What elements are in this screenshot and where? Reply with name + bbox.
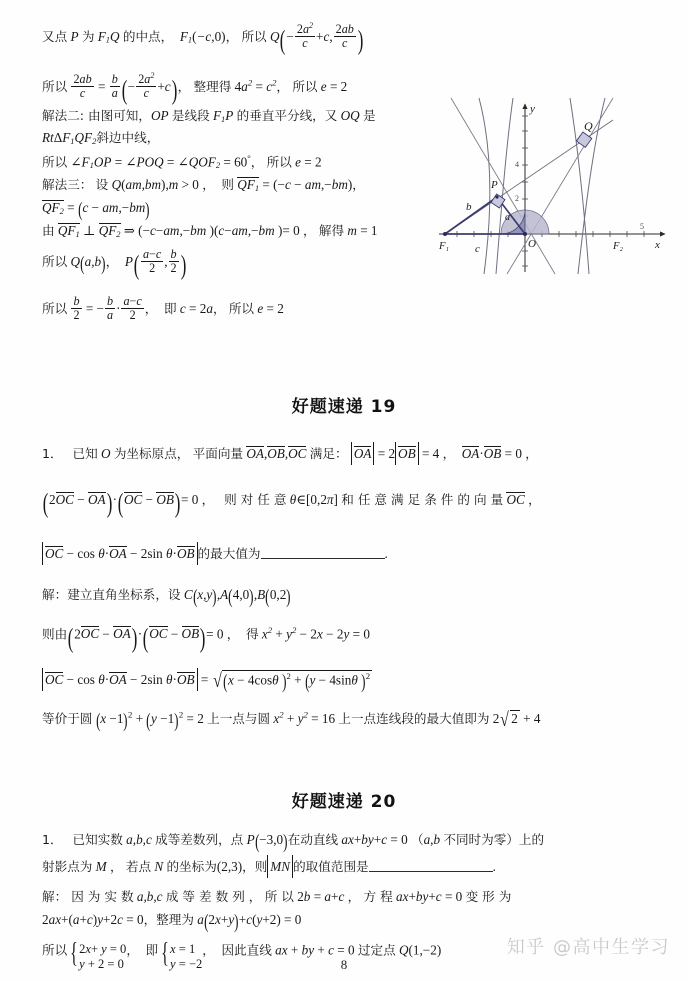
problem-20-number: 1．	[42, 832, 63, 847]
problem-19-line-1: 1． 已知 O 为坐标原点， 平面向量 OA,OB,OC 满足： OA = 2 OB = 4 ， OA·OB = 0 ，	[42, 442, 538, 465]
asymptote-1	[451, 98, 555, 274]
solution-19-line-3: OC − cos θ·OA − 2sin θ·OB = √ (x − 4cosθ )$^2$ + (y − 4sinθ )$^2$	[42, 668, 372, 692]
solution-line-7: $QF_2 = (c - am,-bm)$	[42, 199, 150, 222]
problem-19-number: 1．	[42, 446, 63, 461]
solution-19-line-2: 则由(2OC − OA)·(OC − OB)= 0 ， 得 $x^2 + y^2 - 2x - 2y = 0$	[42, 622, 370, 653]
solution-20-line-3: 所以 { 2x+ y = 0 y + 2 = 0 ， 即 { x = 1 y = −2 ， 因此直线 ax + by + c = 0 过定点 Q(1,−2)	[42, 936, 442, 972]
ytick-4: 4	[515, 160, 519, 169]
point-o	[523, 232, 527, 236]
curve-left-inner	[496, 98, 513, 274]
solution-line-6: 解法三： 设 Q(am,bm),m > 0 ， 则 $QF_1 = (-c - am,-bm)$，	[42, 177, 365, 193]
label-c: c	[475, 243, 480, 255]
answer-blank-20[interactable]	[369, 859, 493, 872]
solution-line-1: 又点 P 为 $F_1Q$ 的中点， $F_1(-c,0)$， 所以 Q(− $\frac{2a^2}{c}$ +c, $\frac{2ab}{c}$ )	[42, 21, 364, 55]
solution-20-line-1: 解： 因 为 实 数 a,b,c 成 等 差 数 列 ， 所 以 2b = a+c ， 方 程 ax+by+c = 0 变 形 为	[42, 889, 512, 904]
solution-19-line-4: 等价于圆 $(x -1)^2 + (y -1)^2 = 2$ 上一点与圆 $x^2 + y^2 = 16$ 上一点连线段的最大值即为 2√ 2 + 4	[42, 709, 541, 733]
solution-line-5: 所以 $\angle F_1OP$ = ∠POQ = $\angle QOF_2 = 60^\circ$， 所以 e = 2	[42, 153, 322, 171]
curve-left-outer	[479, 98, 490, 274]
solution-line-3: 解法二: 由图可知，OP 是线段 $F_1P$ 的垂直平分线，又 OQ 是	[42, 108, 376, 124]
label-y-axis: y	[530, 103, 535, 115]
solution-line-8: 由 $QF_1$ ⊥ $QF_2$ ⇒ (−c−am,−bm )(c−am,−bm )= 0 ， 解得 m = 1	[42, 223, 378, 239]
problem-20-line-2: 射影点为 M ， 若点 N 的坐标为(2,3)，则 MN 的取值范围是 .	[42, 855, 496, 878]
problem-20-line-1: 1． 已知实数 a,b,c 成等差数列，点 P(−3,0)在动直线 ax+by+c = 0 （a,b 不同时为零）上的	[42, 831, 545, 854]
label-p: P	[491, 179, 498, 191]
page-number: 8	[340, 957, 348, 972]
label-x-axis: x	[655, 239, 660, 251]
solution-line-9: 所以 Q(a,b)， P( $\frac{a-c}{2}$ , $\frac{b}{2}$ )	[42, 247, 186, 281]
label-f1: F₁	[439, 241, 450, 252]
hyperbola-figure	[437, 96, 675, 276]
right-angle-mark-q	[576, 132, 591, 147]
watermark-zhihu: 知乎 @高中生学习	[506, 937, 670, 958]
label-q: Q	[584, 119, 593, 133]
label-f2: F₂	[613, 241, 624, 252]
answer-blank-19[interactable]	[261, 546, 385, 559]
solution-line-2: 所以 $\frac{2ab}{c}$ = $\frac{b}{a}$ (− $\frac{2a^2}{c}$ +c)， 整理得 $4a^2 = c^2$， 所以 e = 2	[42, 71, 348, 105]
label-b: b	[466, 201, 472, 213]
point-p	[495, 195, 498, 198]
solution-line-4: $Rt\Delta F_1QF_2$斜边中线，	[42, 130, 160, 146]
xtick-5: 5	[640, 222, 644, 231]
label-a: a	[505, 212, 510, 223]
ytick-2: 2	[515, 194, 519, 203]
solution-line-10: 所以 $\frac{b}{2}$ = − $\frac{b}{a}$ · $\frac{a-c}{2}$ ， 即 c = 2a， 所以 e = 2	[42, 294, 284, 322]
section-heading-20: 好题速递 20	[291, 792, 397, 812]
hyperbola-svg	[437, 96, 675, 276]
problem-19-line-2: (2OC − OA)·(OC − OB)= 0 ， 则 对 任 意 θ∈[0,2π] 和 任 意 满 足 条 件 的 向 量 OC ，	[42, 488, 541, 519]
solution-20-line-2: 2ax+(a+c)y+2c = 0，整理为 a(2x+y)+c(y+2) = 0	[42, 911, 302, 934]
section-heading-19: 好题速递 19	[291, 397, 397, 417]
point-f1	[443, 232, 447, 236]
asymptote-2	[507, 98, 613, 274]
solution-19-line-1: 解：建立直角坐标系，设 C(x,y),A(4,0),B(0,2)	[42, 586, 291, 609]
problem-19-line-3: OC − cos θ·OA − 2sin θ·OB 的最大值为 .	[42, 542, 388, 565]
label-o: O	[528, 238, 536, 250]
